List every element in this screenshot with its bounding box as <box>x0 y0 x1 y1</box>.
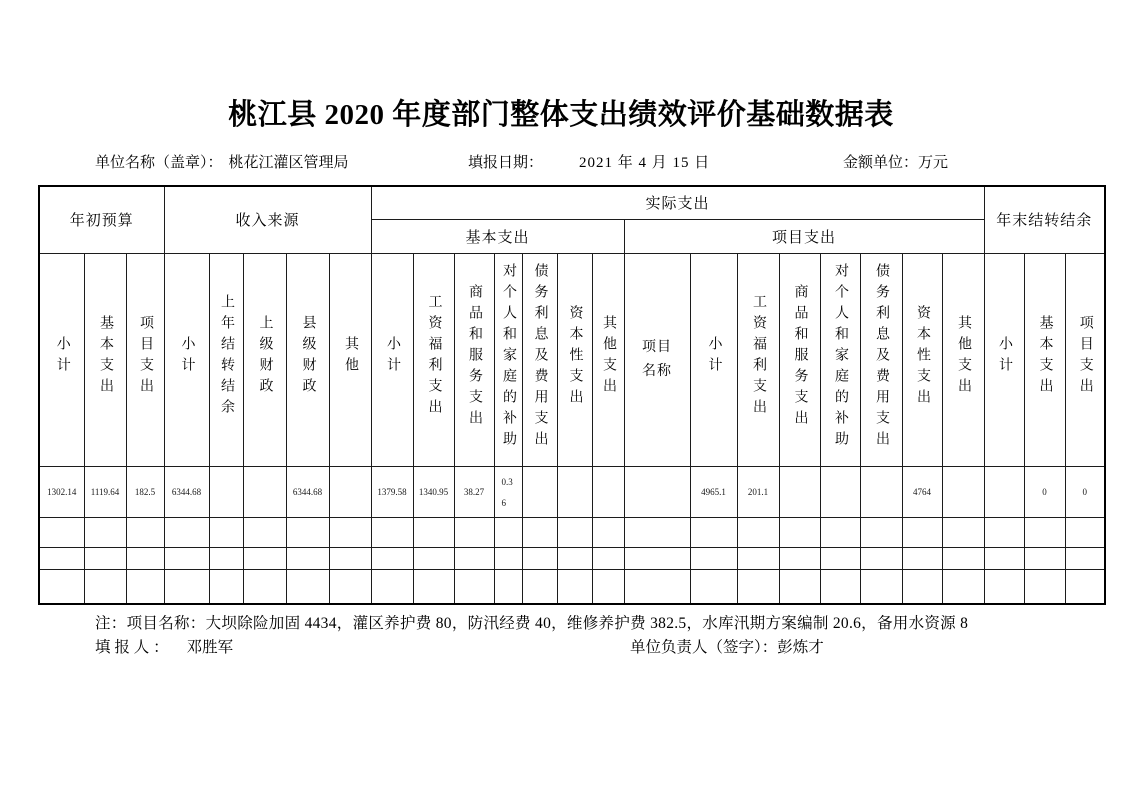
empty-row <box>39 569 1105 604</box>
empty-cell <box>164 547 209 569</box>
report-date-field <box>468 151 710 172</box>
empty-cell <box>1065 517 1105 547</box>
cell-yearend-subtotal <box>984 466 1024 517</box>
col-project-name: 项目名称 <box>624 253 690 466</box>
empty-cell <box>860 547 902 569</box>
empty-cell <box>624 547 690 569</box>
empty-cell <box>592 547 624 569</box>
cell-project-capital: 4764 <box>902 466 942 517</box>
col-project-salary: 工资福利支出 <box>737 253 779 466</box>
cell-income-higher-finance <box>243 466 286 517</box>
group-actual-expenditure: 实际支出 <box>371 186 984 219</box>
empty-cell <box>737 517 779 547</box>
empty-cell <box>164 517 209 547</box>
empty-cell <box>942 569 984 604</box>
empty-cell <box>984 517 1024 547</box>
empty-row <box>39 517 1105 547</box>
cell-project-name <box>624 466 690 517</box>
empty-cell <box>39 517 84 547</box>
empty-cell <box>942 547 984 569</box>
empty-cell <box>209 517 243 547</box>
empty-cell <box>522 569 557 604</box>
col-basic-debt: 债务利息及费用支出 <box>522 253 557 466</box>
empty-cell <box>329 569 371 604</box>
col-income-other: 其他 <box>329 253 371 466</box>
col-yearend-subtotal: 小计 <box>984 253 1024 466</box>
empty-cell <box>737 569 779 604</box>
cell-income-subtotal: 6344.68 <box>164 466 209 517</box>
empty-cell <box>522 517 557 547</box>
empty-cell <box>1024 517 1065 547</box>
empty-cell <box>1065 569 1105 604</box>
empty-cell <box>84 569 126 604</box>
empty-cell <box>690 547 737 569</box>
col-income-higher-finance: 上级财政 <box>243 253 286 466</box>
cell-project-goods <box>779 466 820 517</box>
empty-cell <box>984 569 1024 604</box>
responsible-label: 单位负责人（签字）： <box>630 639 778 656</box>
empty-cell <box>209 547 243 569</box>
amount-unit-label: 金额单位： <box>843 155 919 171</box>
note-line: 注：项目名称：大坝除险加固 4434，灌区养护费 80，防汛经费 40，维修养护费 382.5，水库汛期方案编制 20.6，备用水资源 8 <box>95 615 969 632</box>
empty-cell <box>557 517 592 547</box>
empty-row <box>39 547 1105 569</box>
data-table <box>38 185 1106 605</box>
preparer-label: 填 报 人 ： <box>95 639 169 656</box>
empty-cell <box>984 547 1024 569</box>
empty-cell <box>126 517 164 547</box>
report-date-value: 2021 年 4 月 15 日 <box>579 155 711 171</box>
group-basic-expenditure: 基本支出 <box>371 219 624 253</box>
report-date-label: 填报日期： <box>468 155 544 171</box>
empty-cell <box>413 517 454 547</box>
col-yearend-basic: 基本支出 <box>1024 253 1065 466</box>
col-project-goods: 商品和服务支出 <box>779 253 820 466</box>
empty-cell <box>84 517 126 547</box>
page-title: 桃江县 2020 年度部门整体支出绩效评价基础数据表 <box>228 99 894 131</box>
cell-basic-debt <box>522 466 557 517</box>
empty-cell <box>1024 547 1065 569</box>
cell-income-other <box>329 466 371 517</box>
col-basic-subtotal: 小计 <box>371 253 413 466</box>
cell-income-carryover <box>209 466 243 517</box>
empty-cell <box>942 517 984 547</box>
empty-cell <box>84 547 126 569</box>
empty-cell <box>209 569 243 604</box>
empty-cell <box>39 547 84 569</box>
empty-cell <box>690 517 737 547</box>
col-income-carryover: 上年结转结余 <box>209 253 243 466</box>
empty-cell <box>592 517 624 547</box>
cell-yearend-project: 0 <box>1065 466 1105 517</box>
empty-cell <box>860 569 902 604</box>
group-initial-budget: 年初预算 <box>39 186 164 253</box>
unit-name-label: 单位名称（盖章）： <box>95 155 223 171</box>
empty-cell <box>243 569 286 604</box>
empty-cell <box>454 517 494 547</box>
cell-yearend-basic: 0 <box>1024 466 1065 517</box>
empty-cell <box>690 569 737 604</box>
responsible-value: 彭炼才 <box>777 639 824 656</box>
empty-cell <box>494 569 522 604</box>
empty-cell <box>243 517 286 547</box>
empty-cell <box>779 517 820 547</box>
cell-income-county-finance: 6344.68 <box>286 466 329 517</box>
cell-basic-other <box>592 466 624 517</box>
empty-cell <box>779 569 820 604</box>
empty-cell <box>126 547 164 569</box>
empty-cell <box>286 547 329 569</box>
col-project-personal: 对个人和家庭的补助 <box>820 253 860 466</box>
cell-project-salary: 201.1 <box>737 466 779 517</box>
empty-cell <box>902 547 942 569</box>
col-basic-personal: 对个人和家庭的补助 <box>494 253 522 466</box>
empty-cell <box>592 569 624 604</box>
cell-initial-subtotal: 1302.14 <box>39 466 84 517</box>
group-income-source: 收入来源 <box>164 186 371 253</box>
responsible-field <box>630 635 824 657</box>
meta-row <box>0 151 1122 175</box>
empty-cell <box>454 569 494 604</box>
col-project-subtotal: 小计 <box>690 253 737 466</box>
cell-basic-subtotal: 1379.58 <box>371 466 413 517</box>
cell-basic-salary: 1340.95 <box>413 466 454 517</box>
col-yearend-project: 项目支出 <box>1065 253 1105 466</box>
col-income-subtotal: 小计 <box>164 253 209 466</box>
empty-cell <box>820 547 860 569</box>
empty-cell <box>39 569 84 604</box>
cell-project-other <box>942 466 984 517</box>
empty-cell <box>494 517 522 547</box>
empty-cell <box>329 517 371 547</box>
empty-cell <box>1065 547 1105 569</box>
empty-cell <box>624 569 690 604</box>
empty-cell <box>243 547 286 569</box>
empty-cell <box>522 547 557 569</box>
empty-cell <box>557 547 592 569</box>
empty-cell <box>286 517 329 547</box>
empty-cell <box>820 569 860 604</box>
col-basic-goods: 商品和服务支出 <box>454 253 494 466</box>
cell-project-personal <box>820 466 860 517</box>
cell-project-subtotal: 4965.1 <box>690 466 737 517</box>
group-project-expenditure: 项目支出 <box>624 219 984 253</box>
empty-cell <box>779 547 820 569</box>
empty-cell <box>413 569 454 604</box>
preparer-field <box>95 635 233 657</box>
col-basic-capital: 资本性支出 <box>557 253 592 466</box>
amount-unit-value: 万元 <box>918 155 949 171</box>
preparer-value: 邓胜军 <box>186 639 234 656</box>
unit-name-value: 桃花江灌区管理局 <box>228 155 349 171</box>
col-income-county-finance: 县级财政 <box>286 253 329 466</box>
empty-cell <box>860 517 902 547</box>
column-header-row <box>39 253 1105 466</box>
amount-unit-field <box>843 151 948 172</box>
empty-cell <box>494 547 522 569</box>
cell-initial-project: 182.5 <box>126 466 164 517</box>
group-year-end-balance: 年末结转结余 <box>984 186 1105 253</box>
empty-cell <box>286 569 329 604</box>
cell-basic-goods: 38.27 <box>454 466 494 517</box>
empty-cell <box>737 547 779 569</box>
cell-initial-basic: 1119.64 <box>84 466 126 517</box>
col-project-debt: 债务利息及费用支出 <box>860 253 902 466</box>
cell-basic-capital <box>557 466 592 517</box>
empty-cell <box>164 569 209 604</box>
col-basic-salary: 工资福利支出 <box>413 253 454 466</box>
empty-cell <box>126 569 164 604</box>
signature-line <box>95 635 1055 659</box>
col-project-capital: 资本性支出 <box>902 253 942 466</box>
empty-cell <box>454 547 494 569</box>
empty-cell <box>371 547 413 569</box>
header-group-row <box>39 186 1105 219</box>
empty-cell <box>371 569 413 604</box>
cell-basic-personal: 0.36 <box>494 466 522 517</box>
col-initial-basic: 基本支出 <box>84 253 126 466</box>
empty-cell <box>902 569 942 604</box>
empty-cell <box>1024 569 1065 604</box>
empty-cell <box>624 517 690 547</box>
empty-cell <box>557 569 592 604</box>
empty-cell <box>413 547 454 569</box>
col-initial-project: 项目支出 <box>126 253 164 466</box>
empty-cell <box>329 547 371 569</box>
cell-project-debt <box>860 466 902 517</box>
empty-cell <box>371 517 413 547</box>
col-basic-other: 其他支出 <box>592 253 624 466</box>
data-row <box>39 466 1105 517</box>
col-project-other: 其他支出 <box>942 253 984 466</box>
unit-name-field <box>95 151 349 172</box>
col-initial-subtotal: 小计 <box>39 253 84 466</box>
empty-cell <box>902 517 942 547</box>
empty-cell <box>820 517 860 547</box>
